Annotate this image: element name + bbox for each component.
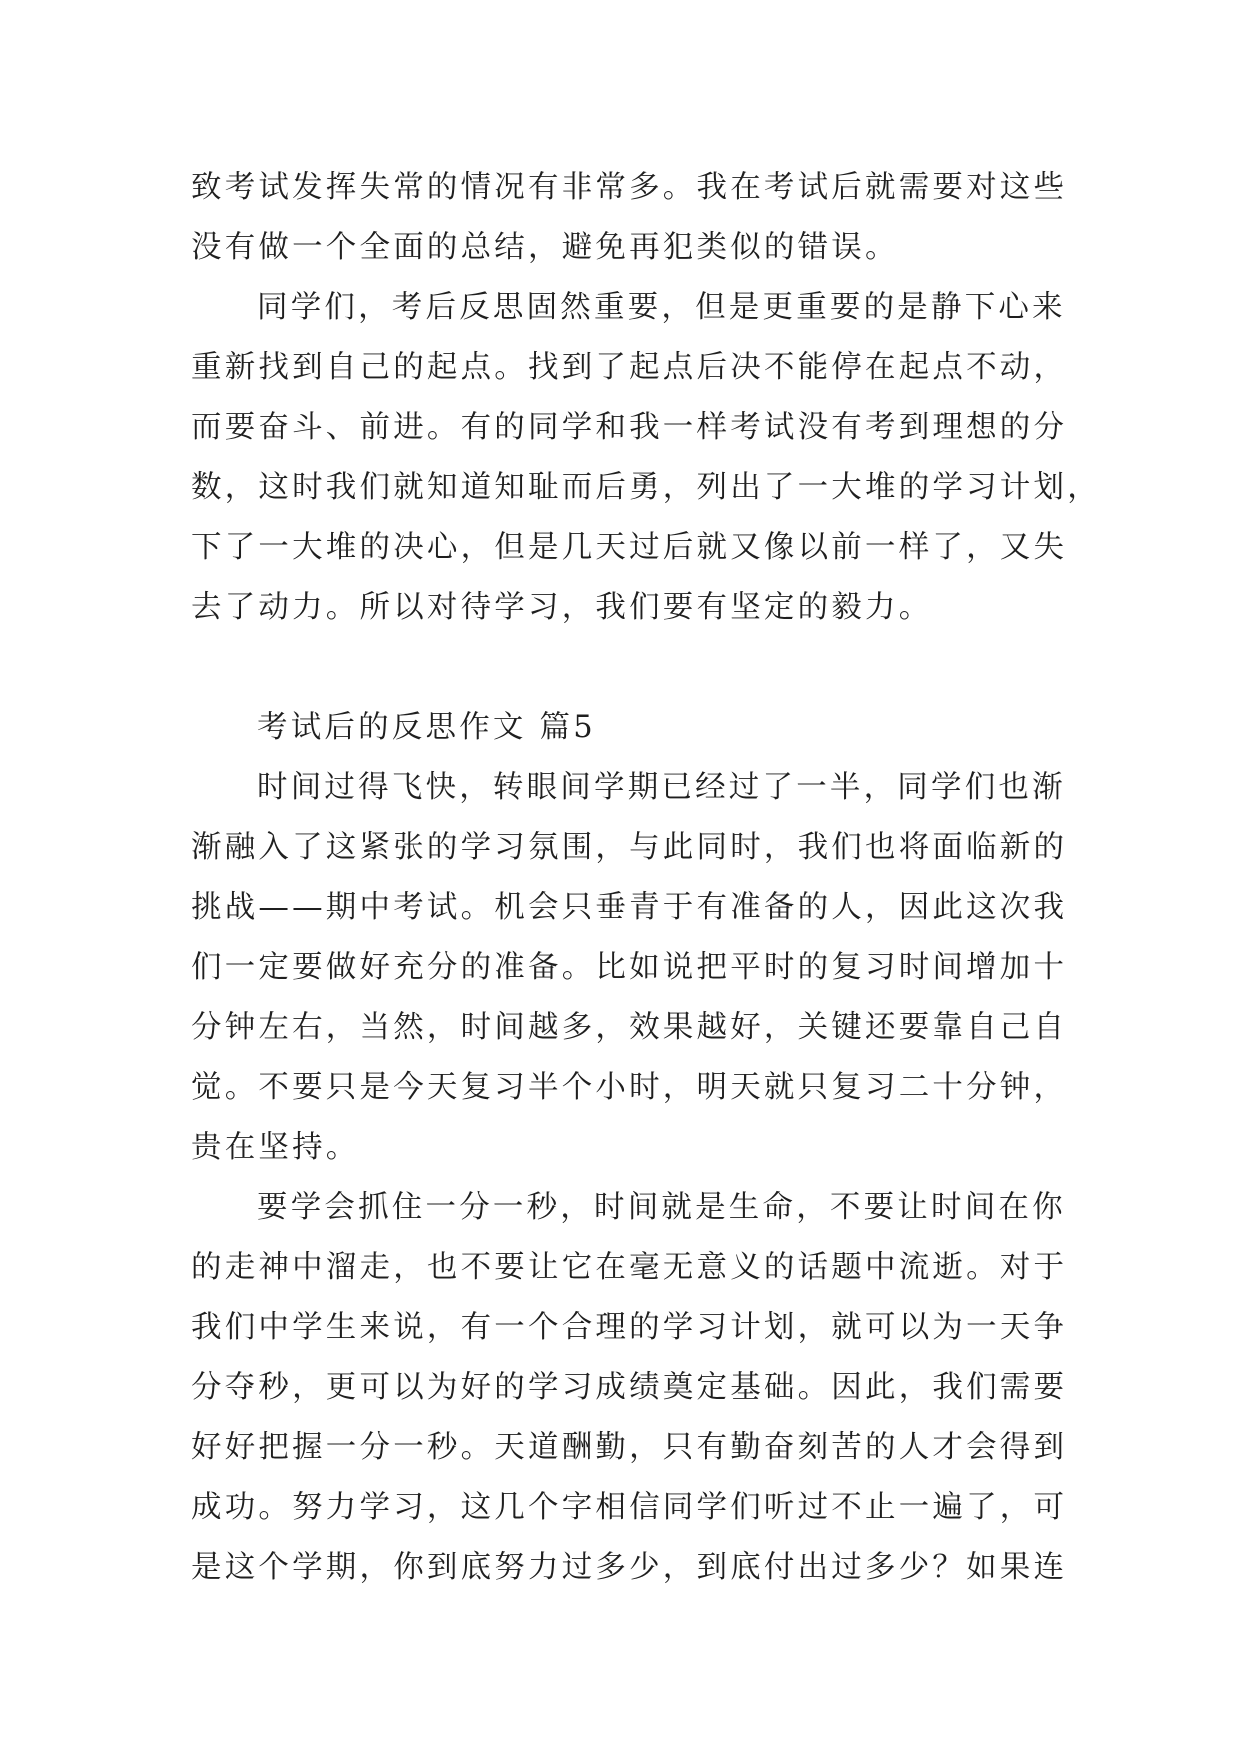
paragraph-4 bbox=[191, 1178, 1068, 1598]
text-line: 致考试发挥失常的情况有非常多。我在考试后就需要对这些 bbox=[191, 170, 1068, 205]
paragraph-1 bbox=[191, 158, 1068, 278]
text-line: 觉。不要只是今天复习半个小时，明天就只复习二十分钟， bbox=[191, 1070, 1068, 1105]
text-line: 渐融入了这紧张的学习氛围，与此同时，我们也将面临新的 bbox=[191, 830, 1068, 865]
text-line: 分夺秒，更可以为好的学习成绩奠定基础。因此，我们需要 bbox=[191, 1370, 1068, 1405]
text-line: 我们中学生来说，有一个合理的学习计划，就可以为一天争 bbox=[191, 1310, 1068, 1345]
text-line: 而要奋斗、前进。有的同学和我一样考试没有考到理想的分 bbox=[191, 410, 1068, 445]
text-line: 要学会抓住一分一秒，时间就是生命，不要让时间在你 bbox=[257, 1190, 1066, 1225]
document-body bbox=[191, 158, 1101, 1598]
paragraph-2 bbox=[191, 278, 1101, 638]
text-line: 去了动力。所以对待学习，我们要有坚定的毅力。 bbox=[191, 590, 933, 625]
section-spacer bbox=[191, 638, 1051, 698]
text-line: 同学们，考后反思固然重要，但是更重要的是静下心来 bbox=[257, 290, 1066, 325]
text-line: 贵在坚持。 bbox=[191, 1130, 360, 1165]
text-line: 们一定要做好充分的准备。比如说把平时的复习时间增加十 bbox=[191, 950, 1068, 985]
text-line: 是这个学期，你到底努力过多少，到底付出过多少？如果连 bbox=[191, 1550, 1068, 1585]
text-line: 数，这时我们就知道知耻而后勇，列出了一大堆的学习计划， bbox=[191, 470, 1101, 505]
section-heading: 考试后的反思作文 篇5 bbox=[257, 710, 596, 745]
text-line: 没有做一个全面的总结，避免再犯类似的错误。 bbox=[191, 230, 899, 265]
text-line: 时间过得飞快，转眼间学期已经过了一半，同学们也渐 bbox=[257, 770, 1066, 805]
paragraph-3 bbox=[191, 758, 1068, 1178]
text-line: 下了一大堆的决心，但是几天过后就又像以前一样了，又失 bbox=[191, 530, 1068, 565]
text-line: 好好把握一分一秒。天道酬勤，只有勤奋刻苦的人才会得到 bbox=[191, 1430, 1068, 1465]
text-line: 重新找到自己的起点。找到了起点后决不能停在起点不动， bbox=[191, 350, 1068, 385]
text-line: 分钟左右，当然，时间越多，效果越好，关键还要靠自己自 bbox=[191, 1010, 1068, 1045]
text-line: 的走神中溜走，也不要让它在毫无意义的话题中流逝。对于 bbox=[191, 1250, 1068, 1285]
text-line: 挑战——期中考试。机会只垂青于有准备的人，因此这次我 bbox=[191, 890, 1068, 925]
text-line: 成功。努力学习，这几个字相信同学们听过不止一遍了，可 bbox=[191, 1490, 1068, 1525]
